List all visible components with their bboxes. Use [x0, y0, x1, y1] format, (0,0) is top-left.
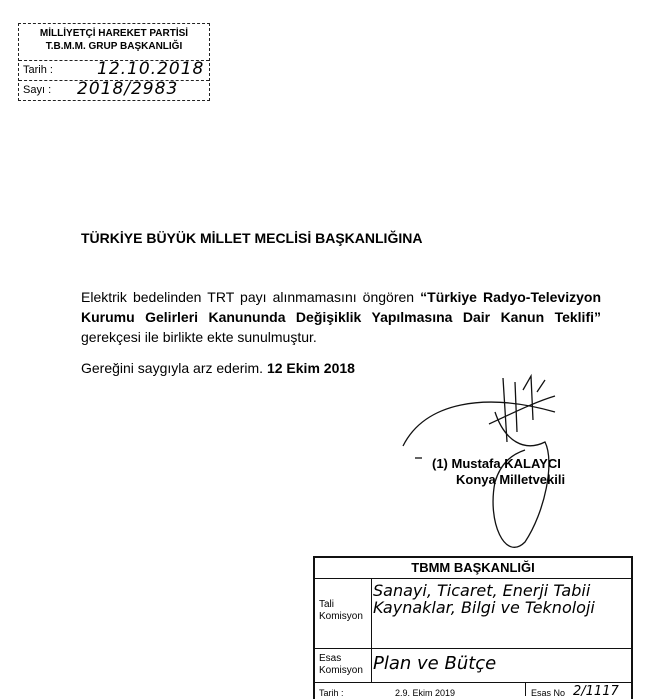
bill-title: “Türkiye Radyo-Televizyon Kurumu Gelirleri Kanununda Değişiklik Yapılmasına Dair Kanun Teklifi”: [81, 289, 601, 325]
party-stamp: [18, 23, 210, 101]
party-stamp-number-label: Sayı :: [23, 84, 52, 96]
letter-body: [81, 287, 601, 347]
esas-komisyon-value: Plan ve Bütçe: [373, 653, 497, 674]
stamp-date-label: Tarih :: [319, 688, 344, 698]
party-stamp-line2: T.B.M.M. GRUP BAŞKANLIĞI: [45, 41, 183, 52]
stamp-no-value: 2/1117: [573, 684, 619, 699]
stamp-footer-divider: [525, 682, 526, 696]
letter-title: TÜRKİYE BÜYÜK MİLLET MECLİSİ BAŞKANLIĞINA: [81, 230, 423, 246]
party-stamp-line1: MİLLİYETÇİ HAREKET PARTİSİ: [39, 28, 189, 39]
tali-komisyon-row: [315, 579, 631, 649]
party-stamp-date-row: [19, 60, 209, 80]
tbmm-stamp: [313, 556, 633, 699]
party-stamp-number-value: 2018/2983: [77, 79, 179, 99]
stamp-date-value: 2.9. Ekim 2019: [395, 688, 456, 698]
party-stamp-header: [19, 24, 209, 58]
tali-komisyon-value: Sanayi, Ticaret, Enerji Tabii Kaynaklar, Bilgi ve Teknoloji: [373, 581, 595, 617]
tbmm-stamp-header: TBMM BAŞKANLIĞI: [315, 558, 631, 579]
esas-divider: [371, 649, 372, 682]
signer-name: (1) Mustafa KALAYCI: [432, 456, 561, 471]
closing-text: Gereğini saygıyla arz ederim.: [81, 360, 267, 376]
signer-title: Konya Milletvekili: [456, 472, 566, 487]
closing-line: [81, 360, 355, 376]
esas-komisyon-row: [315, 649, 631, 683]
stamp-no-label: Esas No: [531, 688, 566, 698]
tali-divider: [371, 579, 372, 648]
tali-komisyon-label: Tali Komisyon: [319, 599, 363, 622]
body-intro: Elektrik bedelinden TRT payı alınmamasını öngören: [81, 289, 421, 305]
closing-date: 12 Ekim 2018: [266, 360, 355, 376]
stamp-footer-row: [315, 684, 631, 700]
party-stamp-date-label: Tarih :: [23, 64, 53, 76]
party-stamp-date-value: 12.10.2018: [97, 59, 205, 79]
party-stamp-number-row: [19, 80, 209, 100]
esas-komisyon-label: Esas Komisyon: [319, 653, 363, 676]
body-outro: gerekçesi ile birlikte ekte sunulmuştur.: [81, 329, 317, 345]
